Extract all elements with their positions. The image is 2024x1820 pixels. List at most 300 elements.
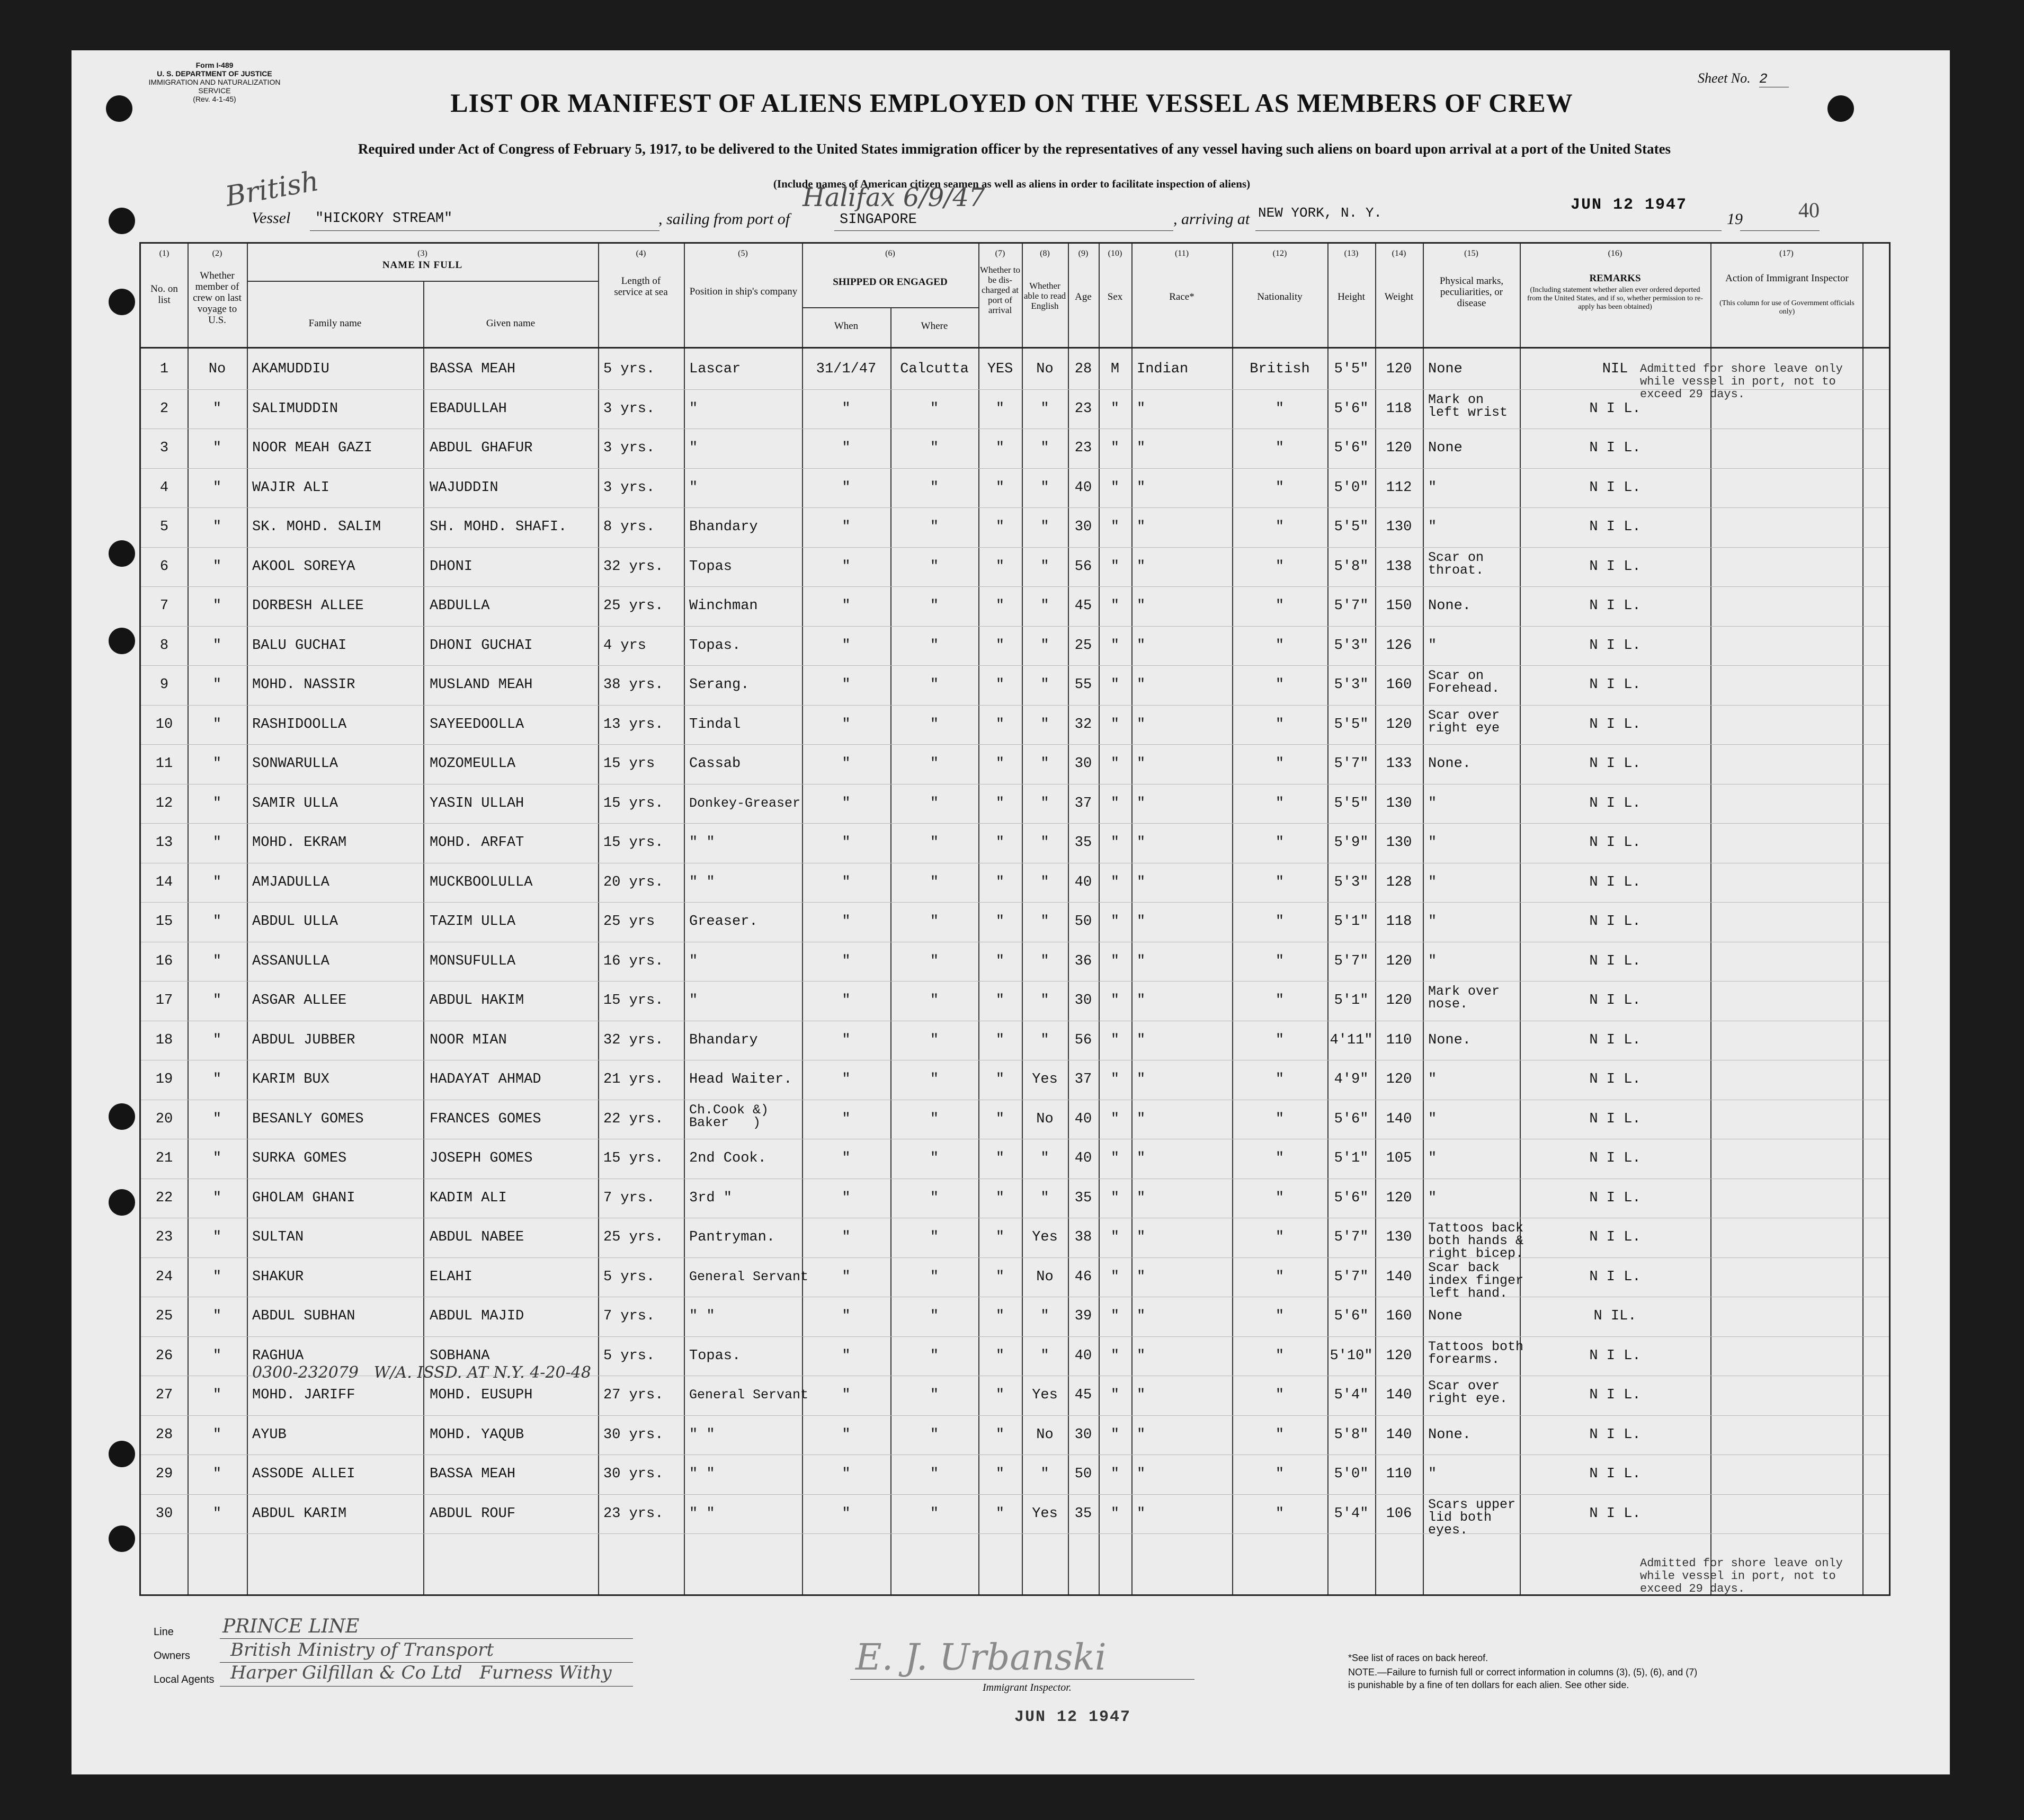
footer-owners-label: Owners (154, 1650, 190, 1662)
cell-where: " (930, 1269, 939, 1285)
cell-when: " (842, 637, 851, 654)
vessel-underline (310, 230, 659, 231)
year-label: 19 (1727, 210, 1743, 228)
cell-length: 16 yrs. (603, 953, 664, 969)
col-divider (1710, 244, 1711, 1594)
row-separator (141, 1494, 1889, 1495)
cell-physical: " (1428, 1072, 1437, 1087)
cell-age: 30 (1074, 993, 1092, 1009)
footer-agents-underline (220, 1686, 633, 1687)
cell-age: 30 (1074, 1426, 1092, 1443)
punch-hole (109, 628, 135, 654)
cell-remarks: N I L. (1589, 1229, 1641, 1245)
col-num-7: (7) (995, 249, 1005, 258)
cell-position: 3rd " (689, 1190, 733, 1206)
cell-nationality: " (1275, 479, 1285, 496)
crew-table (139, 242, 1891, 1596)
cell-weight: 120 (1386, 361, 1412, 377)
cell-given: TAZIM ULLA (430, 914, 516, 930)
cell-length: 7 yrs. (603, 1190, 655, 1206)
inspector-signature: E. J. Urbanski (855, 1637, 1107, 1679)
cell-when: " (842, 1072, 851, 1087)
sheet-number (1698, 70, 1789, 87)
cell-english: No (1036, 361, 1054, 377)
cell-weight: 118 (1386, 914, 1412, 930)
cell-no: 29 (155, 1466, 173, 1482)
cell-sex: " (1110, 1150, 1120, 1166)
sailing-port: SINGAPORE (840, 212, 917, 228)
cell-when: " (842, 953, 851, 969)
cell-length: 3 yrs. (603, 479, 655, 496)
cell-where: Calcutta (900, 361, 969, 377)
cell-position: Tindal (689, 716, 741, 733)
cell-given: ABDULLA (430, 598, 490, 614)
cell-height: 5'6" (1334, 1111, 1369, 1127)
cell-age: 40 (1074, 1150, 1092, 1166)
col-divider (247, 244, 248, 1594)
cell-position: " " (689, 1466, 715, 1482)
cell-disch: " (995, 874, 1005, 890)
cell-where: " (930, 1466, 939, 1482)
row-separator (141, 547, 1889, 548)
manifest-instruction: (Include names of American citizen seamen as well as aliens in order to facilitate inspection of aliens) (773, 177, 1251, 190)
cell-physical: None. (1428, 598, 1472, 614)
cell-weight: 130 (1386, 795, 1412, 811)
cell-height: 5'3" (1334, 637, 1369, 654)
cell-weight: 130 (1386, 1229, 1412, 1245)
cell-no: 4 (159, 479, 169, 496)
row-separator (141, 1336, 1889, 1337)
cell-length: 4 yrs (603, 637, 647, 654)
cell-position: Head Waiter. (689, 1072, 792, 1087)
cell-given: DHONI (430, 558, 473, 575)
cell-given: EBADULLAH (430, 400, 507, 417)
cell-race: " (1137, 993, 1146, 1009)
cell-length: 27 yrs. (603, 1387, 664, 1403)
cell-race: " (1137, 1348, 1146, 1364)
cell-english: Yes (1032, 1387, 1058, 1403)
cell-where: " (930, 953, 939, 969)
cell-race: " (1137, 519, 1146, 535)
cell-where: " (930, 1229, 939, 1245)
cell-sex: " (1110, 835, 1120, 851)
head-physical: Physical marks, peculiarities, or disease (1439, 275, 1504, 309)
row-separator (141, 1415, 1889, 1416)
cell-disch: " (995, 993, 1005, 1009)
cell-english: " (1040, 1466, 1049, 1482)
cell-remarks: N I L. (1589, 479, 1641, 496)
cell-english: " (1040, 677, 1049, 693)
cell-remarks: N I L. (1589, 400, 1641, 417)
cell-when: " (842, 1426, 851, 1443)
cell-remarks: N I L. (1589, 953, 1641, 969)
cell-member: " (212, 1072, 222, 1087)
head-age: Age (1075, 291, 1092, 302)
cell-where: " (930, 874, 939, 890)
cell-length: 7 yrs. (603, 1308, 655, 1324)
cell-length: 20 yrs. (603, 874, 664, 890)
cell-remarks: N I L. (1589, 1269, 1641, 1285)
row-separator (141, 823, 1889, 824)
cell-physical: None. (1428, 1426, 1472, 1443)
cell-position: " " (689, 1308, 715, 1324)
cell-english: " (1040, 479, 1049, 496)
cell-where: " (930, 1072, 939, 1087)
cell-member: " (212, 558, 222, 575)
cell-height: 4'11" (1330, 1032, 1373, 1048)
cell-where: " (930, 1150, 939, 1166)
cell-nationality: " (1275, 637, 1285, 654)
cell-family: ASSODE ALLEI (252, 1466, 355, 1482)
cell-nationality: " (1275, 795, 1285, 811)
cell-disch: YES (987, 361, 1013, 377)
cell-english: " (1040, 993, 1049, 1009)
cell-weight: 112 (1386, 479, 1412, 496)
cell-given: MOHD. ARFAT (430, 835, 524, 851)
cell-position: " " (689, 874, 715, 890)
cell-member: " (212, 914, 222, 930)
cell-no: 16 (155, 953, 173, 969)
cell-height: 5'8" (1334, 558, 1369, 575)
cell-english: Yes (1032, 1229, 1058, 1245)
row-separator (141, 705, 1889, 706)
cell-physical: None. (1428, 756, 1472, 772)
cell-position: " " (689, 835, 715, 851)
cell-length: 38 yrs. (603, 677, 664, 693)
cell-disch: " (995, 558, 1005, 575)
punch-hole (109, 1103, 135, 1130)
cell-sex: " (1110, 716, 1120, 733)
cell-nationality: " (1275, 400, 1285, 417)
cell-weight: 120 (1386, 1348, 1412, 1364)
cell-disch: " (995, 1466, 1005, 1482)
name-header-line (247, 281, 598, 282)
cell-given: YASIN ULLAH (430, 795, 524, 811)
cell-no: 1 (159, 361, 169, 377)
cell-no: 19 (155, 1072, 173, 1087)
cell-no: 26 (155, 1348, 173, 1364)
cell-family: AKAMUDDIU (252, 361, 329, 377)
cell-sex: " (1110, 677, 1120, 693)
cell-weight: 130 (1386, 835, 1412, 851)
bottom-date-stamp: JUN 12 1947 (1014, 1708, 1131, 1726)
cell-sex: " (1110, 1505, 1120, 1522)
cell-age: 46 (1074, 1269, 1092, 1285)
cell-physical: " (1428, 1150, 1437, 1166)
cell-no: 8 (159, 637, 169, 654)
row30-remark-note: Admitted for shore leave only while vessel in port, not to exceed 29 days. (1640, 1557, 1843, 1595)
cell-given: KADIM ALI (430, 1190, 507, 1206)
cell-race: " (1137, 1111, 1146, 1127)
year-underline (1740, 230, 1820, 231)
cell-english: Yes (1032, 1505, 1058, 1522)
cell-nationality: " (1275, 1426, 1285, 1443)
head-where: Where (921, 320, 948, 332)
cell-sex: " (1110, 519, 1120, 535)
cell-remarks: N I L. (1589, 558, 1641, 575)
cell-length: 25 yrs (603, 914, 655, 930)
cell-sex: " (1110, 1348, 1120, 1364)
sheet-value: 2 (1759, 71, 1789, 87)
cell-length: 32 yrs. (603, 558, 664, 575)
cell-no: 3 (159, 440, 169, 456)
cell-race: " (1137, 400, 1146, 417)
manifest-subtitle: Required under Act of Congress of February 5, 1917, to be delivered to the United States immigration officer by the representatives of any vessel having such aliens on board upon arrival at a port of the United States (358, 141, 1671, 157)
cell-no: 22 (155, 1190, 173, 1206)
punch-hole (109, 208, 135, 234)
cell-position: Winchman (689, 598, 758, 614)
cell-no: 6 (159, 558, 169, 575)
arriving-port: NEW YORK, N. Y. (1258, 205, 1383, 221)
cell-weight: 106 (1386, 1505, 1412, 1522)
cell-nationality: " (1275, 1387, 1285, 1403)
cell-no: 21 (155, 1150, 173, 1166)
cell-family: RAGHUA (252, 1348, 304, 1364)
cell-sex: " (1110, 1111, 1120, 1127)
cell-remarks: N I L. (1589, 598, 1641, 614)
cell-position: General Servant (689, 1269, 809, 1284)
cell-disch: " (995, 716, 1005, 733)
row-separator (141, 507, 1889, 508)
cell-member: " (212, 756, 222, 772)
cell-height: 5'6" (1334, 400, 1369, 417)
cell-remarks: N I L. (1589, 637, 1641, 654)
cell-nationality: " (1275, 598, 1285, 614)
cell-where: " (930, 1505, 939, 1522)
cell-position: " " (689, 1505, 715, 1522)
cell-family: MOHD. NASSIR (252, 677, 355, 693)
cell-family: NOOR MEAH GAZI (252, 440, 372, 456)
cell-length: 5 yrs. (603, 1269, 655, 1285)
cell-family: RASHIDOOLLA (252, 716, 347, 733)
cell-weight: 120 (1386, 1190, 1412, 1206)
cell-when: " (842, 479, 851, 496)
cell-weight: 120 (1386, 993, 1412, 1009)
cell-position: Bhandary (689, 519, 758, 535)
cell-sex: " (1110, 756, 1120, 772)
cell-remarks: N I L. (1589, 519, 1641, 535)
cell-english: No (1036, 1111, 1054, 1127)
cell-position: Ch.Cook &) Baker ) (689, 1102, 769, 1130)
col-divider (1862, 244, 1863, 1594)
col-num-9: (9) (1078, 249, 1089, 258)
cell-when: " (842, 1387, 851, 1403)
cell-age: 50 (1074, 1466, 1092, 1482)
cell-age: 45 (1074, 598, 1092, 614)
cell-where: " (930, 835, 939, 851)
cell-height: 5'4" (1334, 1387, 1369, 1403)
cell-member: " (212, 1426, 222, 1443)
cell-given: NOOR MIAN (430, 1032, 507, 1048)
cell-english: " (1040, 1308, 1049, 1324)
cell-member: " (212, 1150, 222, 1166)
cell-member: " (212, 1229, 222, 1245)
cell-no: 13 (155, 835, 173, 851)
cell-sex: " (1110, 440, 1120, 456)
cell-where: " (930, 677, 939, 693)
cell-age: 23 (1074, 440, 1092, 456)
cell-physical: Tattoos both forearms. (1428, 1339, 1524, 1367)
head-race: Race* (1169, 291, 1194, 302)
cell-no: 12 (155, 795, 173, 811)
cell-length: 15 yrs. (603, 993, 664, 1009)
row-separator (141, 626, 1889, 627)
cell-race: " (1137, 558, 1146, 575)
cell-sex: " (1110, 1072, 1120, 1087)
head-length: Length of service at sea (614, 275, 668, 298)
cell-height: 5'7" (1334, 1229, 1369, 1245)
footer-owners-value: British Ministry of Transport (230, 1639, 494, 1661)
cell-weight: 140 (1386, 1111, 1412, 1127)
cell-when: " (842, 1150, 851, 1166)
cell-age: 39 (1074, 1308, 1092, 1324)
col-num-10: (10) (1108, 249, 1122, 258)
col-divider (1423, 244, 1424, 1594)
cell-no: 10 (155, 716, 173, 733)
cell-family: SALIMUDDIN (252, 400, 338, 417)
footer-line-value: PRINCE LINE (222, 1616, 360, 1637)
cell-sex: " (1110, 558, 1120, 575)
cell-age: 32 (1074, 716, 1092, 733)
col-divider (684, 244, 685, 1594)
cell-when: " (842, 1190, 851, 1206)
cell-english: " (1040, 1032, 1049, 1048)
cell-where: " (930, 558, 939, 575)
cell-weight: 120 (1386, 440, 1412, 456)
cell-family: KARIM BUX (252, 1072, 329, 1087)
cell-nationality: " (1275, 953, 1285, 969)
head-given-name: Given name (486, 318, 536, 329)
cell-disch: " (995, 519, 1005, 535)
cell-physical: " (1428, 519, 1437, 535)
cell-position: Donkey-Greaser (689, 795, 801, 811)
port-underline (834, 230, 1173, 231)
cell-given: BASSA MEAH (430, 361, 516, 377)
cell-nationality: " (1275, 874, 1285, 890)
head-height: Height (1338, 291, 1365, 302)
cell-age: 40 (1074, 1111, 1092, 1127)
races-note: *See list of races on back hereof. (1348, 1653, 1488, 1663)
cell-nationality: " (1275, 756, 1285, 772)
footer-line-underline (220, 1638, 633, 1639)
cell-race: Indian (1137, 361, 1189, 377)
cell-given: JOSEPH GOMES (430, 1150, 533, 1166)
cell-family: WAJIR ALI (252, 479, 329, 496)
head-remarks: REMARKS (1589, 273, 1641, 284)
cell-given: SOBHANA (430, 1348, 490, 1364)
cell-race: " (1137, 835, 1146, 851)
cell-when: " (842, 874, 851, 890)
cell-where: " (930, 1348, 939, 1364)
cell-family: ABDUL JUBBER (252, 1032, 355, 1048)
row-separator (141, 981, 1889, 982)
cell-height: 5'1" (1334, 914, 1369, 930)
cell-physical: " (1428, 637, 1437, 654)
cell-length: 3 yrs. (603, 440, 655, 456)
cell-position: " " (689, 1426, 715, 1443)
cell-nationality: " (1275, 1308, 1285, 1324)
cell-sex: " (1110, 914, 1120, 930)
cell-position: " (689, 479, 698, 496)
cell-race: " (1137, 756, 1146, 772)
cell-race: " (1137, 795, 1146, 811)
cell-sex: " (1110, 1308, 1120, 1324)
cell-race: " (1137, 440, 1146, 456)
cell-length: 22 yrs. (603, 1111, 664, 1127)
cell-family: SURKA GOMES (252, 1150, 347, 1166)
cell-height: 5'0" (1334, 1466, 1369, 1482)
cell-nationality: " (1275, 1072, 1285, 1087)
cell-length: 5 yrs. (603, 1348, 655, 1364)
head-action: Action of Immigrant Inspector (1725, 273, 1849, 284)
cell-weight: 126 (1386, 637, 1412, 654)
row-separator (141, 1533, 1889, 1534)
cell-remarks: N I L. (1589, 1426, 1641, 1443)
footer-agents-label: Local Agents (154, 1674, 215, 1685)
cell-english: " (1040, 756, 1049, 772)
cell-race: " (1137, 1032, 1146, 1048)
cell-weight: 150 (1386, 598, 1412, 614)
cell-when: " (842, 677, 851, 693)
cell-member: " (212, 1348, 222, 1364)
head-weight: Weight (1384, 291, 1414, 302)
cell-no: 20 (155, 1111, 173, 1127)
cell-nationality: " (1275, 440, 1285, 456)
cell-member: " (212, 1032, 222, 1048)
cell-member: " (212, 835, 222, 851)
cell-family: AYUB (252, 1426, 287, 1443)
col-num-13: (13) (1344, 249, 1359, 258)
col-num-4: (4) (636, 249, 646, 258)
cell-sex: " (1110, 1229, 1120, 1245)
cell-english: " (1040, 1150, 1049, 1166)
cell-given: MUSLAND MEAH (430, 677, 533, 693)
cell-height: 5'5" (1334, 716, 1369, 733)
cell-where: " (930, 400, 939, 417)
cell-height: 5'3" (1334, 677, 1369, 693)
cell-age: 35 (1074, 835, 1092, 851)
footer-note: NOTE.—Failure to furnish full or correct information in columns (3), (5), (6), and (7) is punishable by a fine of ten dollars for each alien. See other side. (1348, 1667, 1698, 1690)
cell-physical: " (1428, 479, 1437, 496)
cell-member: " (212, 1466, 222, 1482)
cell-english: " (1040, 835, 1049, 851)
manifest-page (72, 50, 1950, 1774)
cell-member: " (212, 795, 222, 811)
cell-where: " (930, 1308, 939, 1324)
cell-nationality: " (1275, 993, 1285, 1009)
cell-no: 25 (155, 1308, 173, 1324)
cell-length: 5 yrs. (603, 361, 655, 377)
cell-when: 31/1/47 (816, 361, 877, 377)
cell-height: 5'6" (1334, 440, 1369, 456)
cell-age: 35 (1074, 1505, 1092, 1522)
row1-remark-note: Admitted for shore leave only while vessel in port, not to exceed 29 days. (1640, 362, 1843, 401)
cell-race: " (1137, 1466, 1146, 1482)
cell-length: 25 yrs. (603, 1229, 664, 1245)
cell-weight: 118 (1386, 400, 1412, 417)
cell-race: " (1137, 1387, 1146, 1403)
cell-when: " (842, 598, 851, 614)
cell-no: 5 (159, 519, 169, 535)
row-separator (141, 468, 1889, 469)
cell-remarks: N I L. (1589, 1032, 1641, 1048)
cell-given: ABDUL HAKIM (430, 993, 524, 1009)
cell-given: MOZOMEULLA (430, 756, 516, 772)
arriving-underline (1255, 230, 1722, 231)
col-num-17: (17) (1779, 249, 1794, 258)
cell-sex: " (1110, 1269, 1120, 1285)
cell-no: 14 (155, 874, 173, 890)
